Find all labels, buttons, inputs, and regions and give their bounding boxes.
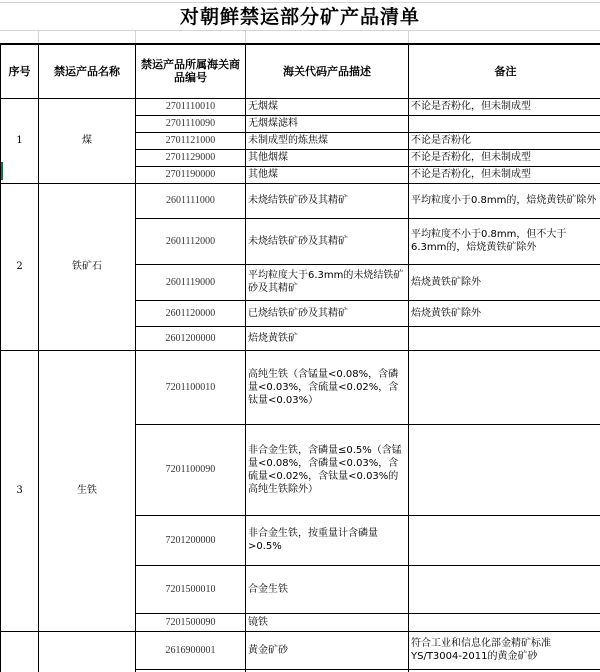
note-cell[interactable]: 不论是否粉化，但未制成型 — [409, 98, 600, 115]
note-cell[interactable]: 不论是否粉化，但未制成型 — [409, 149, 600, 166]
code-cell[interactable]: 2601119000 — [136, 264, 246, 300]
desc-cell[interactable]: 平均粒度大于6.3mm的未烧结铁矿砂及其精矿 — [246, 264, 409, 300]
code-cell[interactable]: 7201100010 — [136, 350, 246, 424]
desc-cell[interactable]: 无烟煤滤料 — [246, 115, 409, 132]
table-row — [1, 350, 600, 424]
desc-cell[interactable]: 高纯生铁（含锰量<0.08%，含磷量<0.03%，含硫量<0.02%，含钛量<0.03%） — [246, 350, 409, 424]
desc-cell[interactable]: 合金生铁 — [246, 565, 409, 613]
code-cell[interactable]: 2601112000 — [136, 218, 246, 264]
note-cell[interactable] — [409, 424, 600, 515]
header-code: 禁运产品所属海关商品编号 — [136, 44, 246, 98]
note-cell[interactable] — [409, 565, 600, 613]
desc-cell[interactable]: 无烟煤 — [246, 98, 409, 115]
note-cell[interactable] — [409, 115, 600, 132]
desc-cell[interactable]: 其他煤 — [246, 166, 409, 183]
header-seq: 序号 — [1, 44, 39, 98]
code-cell[interactable]: 2701129000 — [136, 149, 246, 166]
desc-cell[interactable]: 非合金生铁，含磷量≤0.5%（含锰量<0.08%，含磷量<0.03%，含硫量<0.02%，含钛量<0.03%的高纯生铁除外） — [246, 424, 409, 515]
header-row — [1, 44, 600, 98]
seq-cell[interactable]: 3 — [1, 350, 39, 631]
note-cell[interactable]: 平均粒度小于0.8mm的，焙烧黄铁矿除外 — [409, 183, 600, 218]
desc-cell[interactable]: 焙烧黄铁矿 — [246, 326, 409, 350]
note-cell[interactable] — [409, 613, 600, 631]
code-cell[interactable]: 7201100090 — [136, 424, 246, 515]
desc-cell[interactable]: 未烧结铁矿砂及其精矿 — [246, 218, 409, 264]
desc-cell[interactable]: 未制成型的炼焦煤 — [246, 132, 409, 149]
product-name-cell[interactable] — [39, 631, 136, 672]
code-cell[interactable]: 2701110090 — [136, 115, 246, 132]
header-name: 禁运产品名称 — [39, 44, 136, 98]
code-cell[interactable]: 7201200000 — [136, 515, 246, 565]
desc-cell[interactable]: 镜铁 — [246, 613, 409, 631]
code-cell[interactable]: 2601200000 — [136, 326, 246, 350]
code-cell[interactable]: 7201500090 — [136, 613, 246, 631]
seq-cell[interactable]: 1 — [1, 98, 39, 183]
header-note: 备注 — [409, 44, 600, 98]
note-cell[interactable]: 不论是否粉化，但未制成型 — [409, 166, 600, 183]
desc-cell[interactable]: 未烧结铁矿砂及其精矿 — [246, 183, 409, 218]
table-row — [1, 98, 600, 115]
desc-cell[interactable]: 其他烟煤 — [246, 149, 409, 166]
desc-cell[interactable]: 黄金矿砂 — [246, 631, 409, 669]
embargo-table — [0, 43, 600, 672]
page-title: 对朝鲜禁运部分矿产品清单 — [179, 6, 420, 28]
note-cell[interactable]: 平均粒度不小于0.8mm，但不大于6.3mm的，焙烧黄铁矿除外 — [409, 218, 600, 264]
note-cell[interactable]: 不论是否粉化 — [409, 132, 600, 149]
code-cell[interactable]: 2616900001 — [136, 631, 246, 669]
header-desc: 海关代码产品描述 — [246, 44, 409, 98]
seq-cell[interactable] — [1, 631, 39, 672]
note-cell[interactable] — [409, 326, 600, 350]
note-cell[interactable]: 符合工业和信息化部金精矿标准YS/T3004-2011的黄金矿砂 — [409, 631, 600, 669]
table-row — [1, 183, 600, 218]
table-row — [1, 631, 600, 669]
code-cell[interactable]: 2601120000 — [136, 300, 246, 326]
product-name-cell[interactable]: 生铁 — [39, 350, 136, 631]
desc-cell[interactable]: 已烧结铁矿砂及其精矿 — [246, 300, 409, 326]
code-cell[interactable]: 2701190000 — [136, 166, 246, 183]
seq-cell[interactable]: 2 — [1, 183, 39, 350]
desc-cell[interactable]: 非合金生铁，按重量计含磷量>0.5% — [246, 515, 409, 565]
product-name-cell[interactable]: 煤 — [39, 98, 136, 183]
note-cell[interactable]: 焙烧黄铁矿除外 — [409, 300, 600, 326]
code-cell[interactable]: 2701121000 — [136, 132, 246, 149]
note-cell[interactable] — [409, 515, 600, 565]
note-cell[interactable]: 焙烧黄铁矿除外 — [409, 264, 600, 300]
code-cell[interactable]: 7201500010 — [136, 565, 246, 613]
code-cell[interactable]: 2701110010 — [136, 98, 246, 115]
note-cell[interactable] — [409, 350, 600, 424]
product-name-cell[interactable]: 铁矿石 — [39, 183, 136, 350]
code-cell[interactable]: 2601111000 — [136, 183, 246, 218]
